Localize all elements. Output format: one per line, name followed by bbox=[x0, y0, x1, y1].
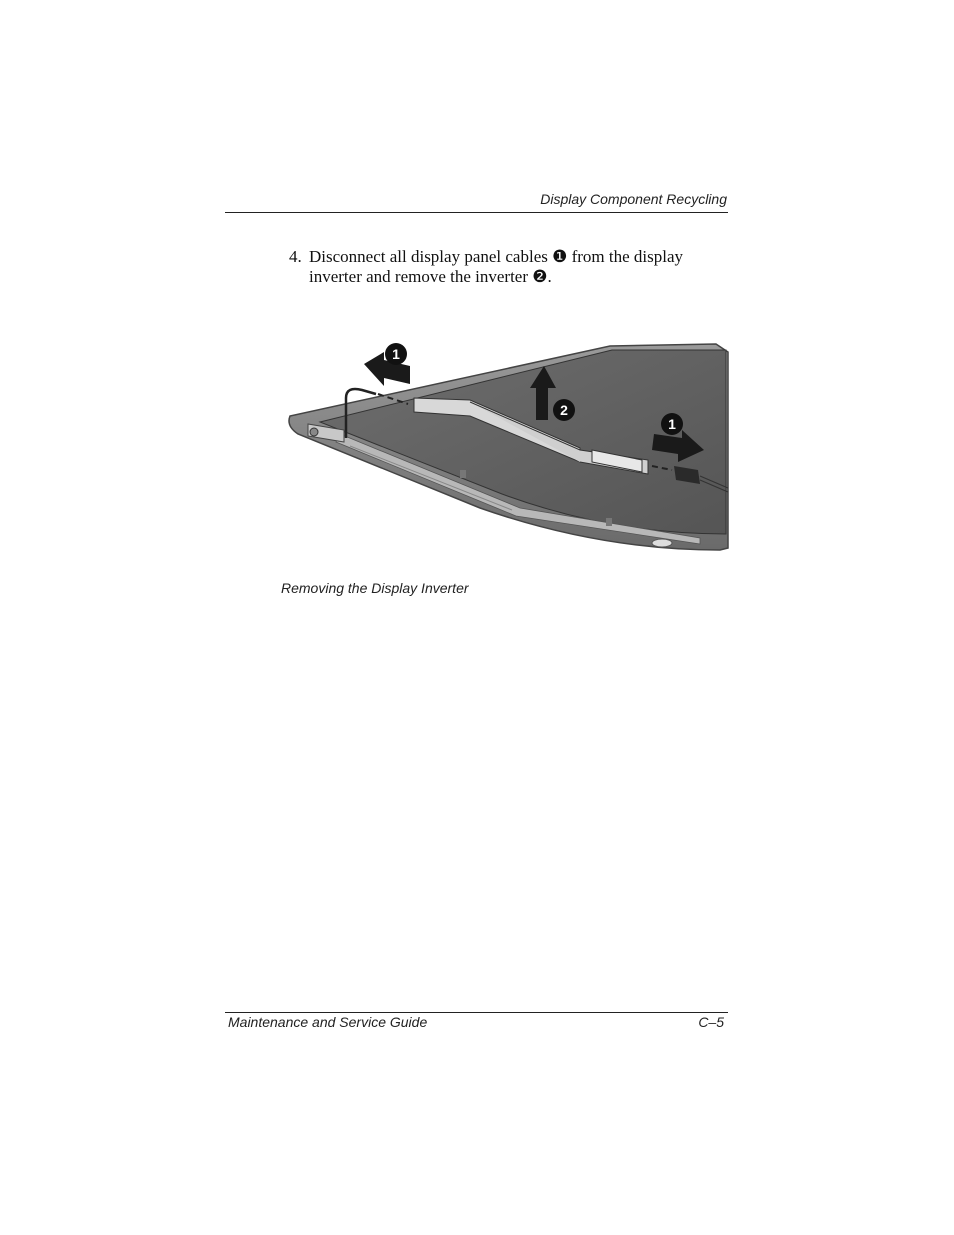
callout-2-label: 2 bbox=[560, 402, 568, 418]
callout-1-left-label: 1 bbox=[392, 346, 400, 362]
footer-guide-title: Maintenance and Service Guide bbox=[228, 1014, 428, 1030]
callout-1-right-label: 1 bbox=[668, 416, 676, 432]
footer-rule bbox=[225, 1012, 728, 1013]
figure-caption: Removing the Display Inverter bbox=[281, 580, 469, 596]
page-number: C–5 bbox=[698, 1014, 724, 1030]
running-header: Display Component Recycling bbox=[540, 191, 727, 207]
step-number: 4. bbox=[289, 247, 302, 266]
step-4 bbox=[289, 247, 729, 287]
display-inverter-illustration bbox=[280, 338, 730, 558]
step-text: Disconnect all display panel cables ❶ from the display inverter and remove the inverter ❷. bbox=[309, 247, 684, 286]
header-rule bbox=[225, 212, 728, 213]
